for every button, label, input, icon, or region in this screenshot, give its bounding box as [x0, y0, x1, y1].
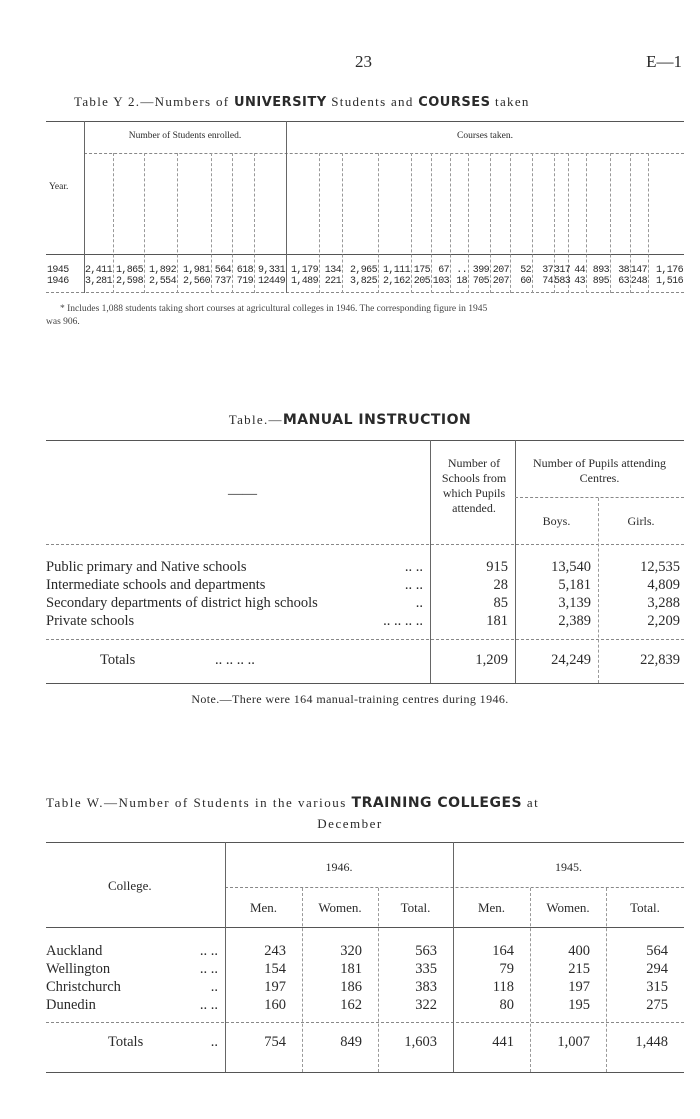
manual-row-boys: 5,181 — [558, 577, 591, 593]
y2-cell: .. — [456, 265, 467, 276]
w-cell: 160 — [264, 997, 286, 1013]
y2-cell: 2,554 — [148, 276, 176, 287]
manual-row-boys: 3,139 — [558, 595, 591, 611]
y2-cell: 52 — [520, 265, 531, 276]
y2-cell: 317 — [554, 265, 571, 276]
year-1946-header: 1946. — [325, 860, 353, 874]
table-w-title-suffix: at — [526, 795, 540, 810]
courses-group-header: Courses taken. — [457, 131, 513, 141]
y2-cell: 2,965 — [349, 265, 377, 276]
y2-cell: 3,825 — [349, 276, 377, 287]
w-totals-cell: 754 — [264, 1034, 286, 1050]
y2-cell: 147 — [630, 265, 647, 276]
manual-table — [0, 430, 700, 720]
w-cell: 563 — [415, 943, 437, 959]
table-y2-title-courses: COURSES — [418, 95, 491, 110]
w-totals-cell: 849 — [340, 1034, 362, 1050]
y2-cell: 221 — [324, 276, 341, 287]
table-w — [0, 836, 700, 1096]
year-1945-header: 1945. — [555, 860, 582, 874]
manual-stub-header: —— — [228, 486, 257, 502]
y2-cell: 103 — [432, 276, 449, 287]
y2-cell: 1,865 — [115, 265, 143, 276]
w-subcolumn-header: Men. — [249, 900, 278, 915]
manual-row-girls: 12,535 — [640, 559, 680, 575]
w-subcolumn-header: Men. — [477, 900, 506, 915]
w-totals-cell: 1,448 — [635, 1034, 668, 1050]
y2-cell: 248 — [630, 276, 647, 287]
w-cell: 243 — [264, 943, 286, 959]
y2-cell: 895 — [592, 276, 609, 287]
table-w-title-line1 — [46, 795, 539, 811]
manual-title-prefix: Table.— — [228, 412, 283, 427]
w-cell: 322 — [415, 997, 437, 1013]
w-row-leader: .. .. — [199, 961, 218, 977]
y2-cell: 134 — [324, 265, 341, 276]
y2-cell: 18 — [456, 276, 467, 287]
table-y2-title-prefix: Table Y 2.—Numbers of — [74, 94, 230, 109]
y2-cell: 12449 — [257, 276, 285, 287]
year-column-header: Year. — [49, 182, 69, 192]
w-subcolumn-header: Women. — [546, 900, 590, 915]
y2-row-year: 1945 — [47, 265, 69, 276]
w-cell: 181 — [340, 961, 362, 977]
y2-cell: 44 — [574, 265, 585, 276]
manual-row-label: Intermediate schools and departments — [46, 577, 266, 593]
w-cell: 195 — [568, 997, 590, 1013]
w-totals-leader: .. — [210, 1034, 218, 1050]
w-cell: 383 — [415, 979, 437, 995]
manual-row-schools: 181 — [486, 613, 508, 629]
w-cell: 275 — [646, 997, 668, 1013]
y2-cell: 1,489 — [290, 276, 318, 287]
w-cell: 162 — [340, 997, 362, 1013]
y2-cell: 2,560 — [182, 276, 210, 287]
y2-cell: 63 — [618, 276, 629, 287]
w-cell: 197 — [264, 979, 286, 995]
w-row-college: Wellington — [46, 961, 111, 977]
manual-totals-schools: 1,209 — [475, 652, 508, 668]
manual-row-girls: 4,809 — [647, 577, 680, 593]
manual-row-label: Private schools — [46, 613, 135, 629]
w-cell: 294 — [646, 961, 668, 977]
manual-note: Note.—There were 164 manual-training centres during 1946. — [191, 692, 509, 706]
manual-totals-girls: 22,839 — [640, 652, 680, 668]
y2-cell: 583 — [554, 276, 571, 287]
manual-row-boys: 13,540 — [551, 559, 591, 575]
y2-cell: 67 — [438, 265, 449, 276]
w-cell: 79 — [499, 961, 514, 977]
manual-row-schools: 915 — [486, 559, 508, 575]
w-cell: 80 — [499, 997, 514, 1013]
y2-cell: 719 — [236, 276, 253, 287]
table-w-title-prefix: Table W.—Number of Students in the various — [46, 795, 347, 810]
w-cell: 315 — [646, 979, 668, 995]
y2-cell: 37 — [542, 265, 553, 276]
w-cell: 320 — [340, 943, 362, 959]
y2-cell: 1,516 — [655, 276, 683, 287]
y2-cell: 705 — [472, 276, 489, 287]
y2-cell: 618 — [236, 265, 253, 276]
w-cell: 164 — [492, 943, 514, 959]
manual-row-schools: 28 — [493, 577, 508, 593]
w-row-college: Christchurch — [46, 979, 121, 995]
w-cell: 215 — [568, 961, 590, 977]
w-row-college: Auckland — [46, 943, 103, 959]
w-totals-label: Totals — [108, 1034, 144, 1050]
y2-cell: 43 — [574, 276, 585, 287]
w-cell: 197 — [568, 979, 590, 995]
girls-column-header: Girls. — [627, 514, 655, 528]
y2-cell: 1,176 — [655, 265, 683, 276]
manual-title-bold: MANUAL INSTRUCTION — [282, 412, 472, 428]
manual-row-leader: .. .. .. .. — [383, 613, 423, 629]
table-y2-footnote-1: * Includes 1,088 students taking short courses at agricultural colleges in 1946. The corresponding figure in 1945 — [60, 304, 488, 314]
boys-column-header: Boys. — [542, 514, 571, 528]
manual-row-leader: .. .. — [404, 577, 423, 593]
w-subcolumn-header: Total. — [400, 900, 431, 915]
w-row-leader: .. — [210, 979, 218, 995]
page-number: 23 — [355, 52, 372, 71]
y2-cell: 38 — [618, 265, 629, 276]
y2-cell: 1,179 — [290, 265, 318, 276]
manual-row-girls: 2,209 — [647, 613, 680, 629]
y2-cell: 207 — [492, 276, 509, 287]
w-subcolumn-header: Women. — [318, 900, 362, 915]
table-w-title-bold: TRAINING COLLEGES — [351, 795, 523, 811]
manual-title — [0, 412, 700, 428]
table-y2-title-suffix: taken — [495, 94, 530, 109]
w-totals-cell: 441 — [492, 1034, 514, 1050]
y2-cell: 893 — [592, 265, 609, 276]
manual-row-girls: 3,288 — [647, 595, 680, 611]
table-w-title-line2: December — [317, 816, 383, 831]
schools-column-header: Number of Schools from which Pupils attended. — [441, 456, 507, 515]
w-row-college: Dunedin — [46, 997, 96, 1013]
manual-row-label: Public primary and Native schools — [46, 559, 247, 575]
w-cell: 335 — [415, 961, 437, 977]
enrolled-group-header: Number of Students enrolled. — [128, 131, 242, 141]
y2-cell: 2,411 — [84, 265, 112, 276]
w-subcolumn-header: Total. — [630, 900, 660, 915]
table-y2-title-university: UNIVERSITY — [233, 95, 327, 110]
table-y2 — [0, 0, 700, 360]
pupils-column-header: Number of Pupils attending Centres. — [533, 456, 666, 485]
y2-cell: 74 — [542, 276, 553, 287]
y2-row-year: 1946 — [47, 276, 69, 287]
w-row-leader: .. .. — [199, 997, 218, 1013]
y2-cell: 399 — [472, 265, 489, 276]
manual-totals-boys: 24,249 — [551, 652, 591, 668]
y2-cell: 1,892 — [148, 265, 176, 276]
y2-cell: 60 — [520, 276, 531, 287]
y2-cell: 737 — [214, 276, 231, 287]
table-y2-title-mid: Students and — [331, 94, 414, 109]
table-y2-footnote-2: was 906. — [46, 317, 80, 327]
college-column-header: College. — [108, 878, 152, 893]
y2-cell: 3,281 — [84, 276, 112, 287]
manual-row-boys: 2,389 — [558, 613, 591, 629]
y2-cell: 1,111 — [382, 265, 410, 276]
manual-totals-leader: .. .. .. .. — [215, 652, 255, 668]
y2-cell: 175 — [413, 265, 430, 276]
w-cell: 564 — [646, 943, 668, 959]
manual-row-leader: .. — [415, 595, 423, 611]
w-cell: 154 — [264, 961, 286, 977]
manual-row-leader: .. .. — [404, 559, 423, 575]
y2-cell: 205 — [413, 276, 430, 287]
y2-cell: 1,981 — [182, 265, 210, 276]
w-row-leader: .. .. — [199, 943, 218, 959]
y2-cell: 207 — [492, 265, 509, 276]
w-cell: 400 — [568, 943, 590, 959]
w-cell: 118 — [492, 979, 514, 995]
y2-cell: 2,162 — [382, 276, 410, 287]
y2-cell: 564 — [214, 265, 231, 276]
w-totals-cell: 1,603 — [404, 1034, 437, 1050]
manual-row-schools: 85 — [493, 595, 508, 611]
y2-cell: 2,598 — [115, 276, 143, 287]
page-reference: E—1 — [646, 52, 682, 71]
manual-totals-label: Totals — [100, 652, 136, 668]
w-totals-cell: 1,007 — [557, 1034, 590, 1050]
y2-cell: 9,331 — [257, 265, 285, 276]
manual-row-label: Secondary departments of district high schools — [46, 595, 318, 611]
w-cell: 186 — [340, 979, 362, 995]
